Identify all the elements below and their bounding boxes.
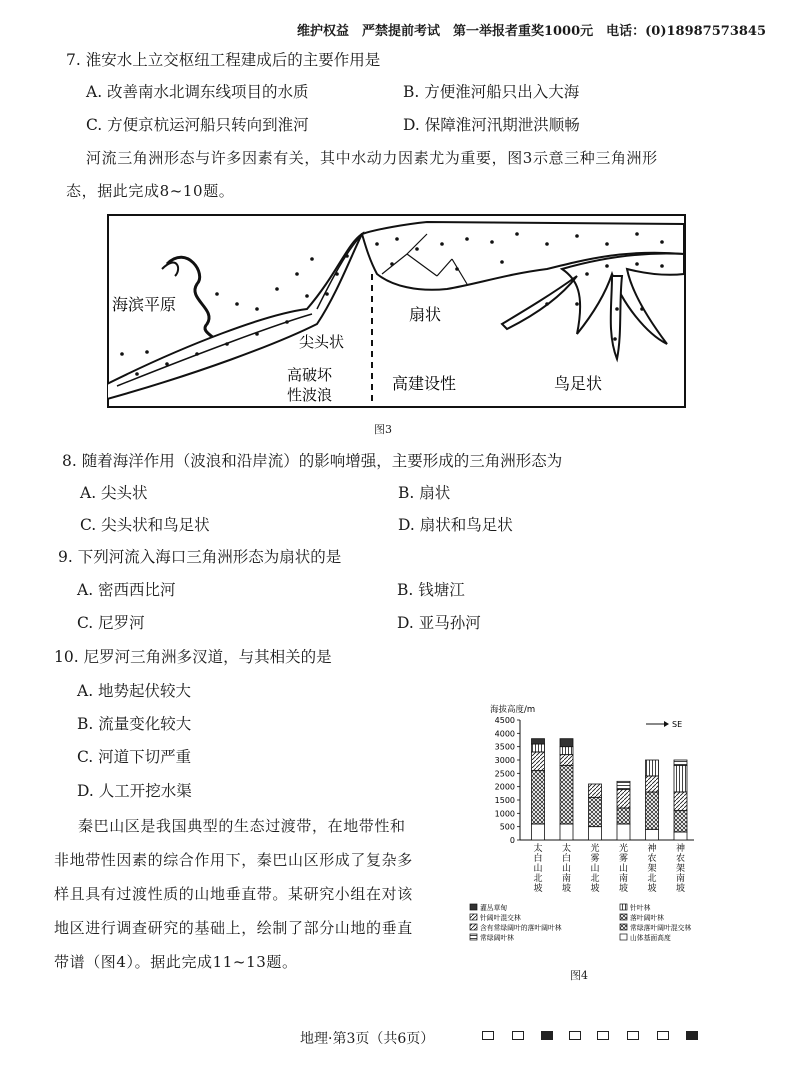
- fig4-bar-segment: [674, 792, 687, 811]
- q10-option-a: A. 地势起伏较大: [77, 682, 192, 700]
- q7-option-a: A. 改善南水北调东线项目的水质: [86, 83, 309, 101]
- fig4-bar-segment: [674, 811, 687, 832]
- fig4-category-label: 北: [533, 874, 543, 884]
- fig4-legend-swatch: [470, 924, 477, 930]
- fig4-category-label: 农: [647, 854, 657, 864]
- fig4-legend: [470, 903, 691, 942]
- q9-option-d: D. 亚马孙河: [397, 614, 481, 632]
- fig4-category-label: 南: [618, 874, 629, 884]
- fig4-bar-segment: [617, 781, 630, 789]
- fig4-category-label: 农: [675, 854, 686, 864]
- fig4-bar-segment: [589, 827, 602, 840]
- fig4-legend-label: 含有常绿阔叶的落叶阔叶林: [480, 924, 562, 932]
- q10-option-d: D. 人工开挖水渠: [77, 782, 192, 800]
- fig4-legend-label: 灌丛草甸: [480, 904, 508, 912]
- fig4-category-label: 南: [675, 874, 686, 884]
- fig4-bar-segment: [560, 739, 573, 747]
- fig4-bars: [532, 739, 688, 840]
- intro2-line2: 非地带性因素的综合作用下，秦巴山区形成了复杂多: [54, 851, 413, 869]
- fig4-legend-swatch: [470, 914, 477, 920]
- fig4-bar-segment: [617, 824, 630, 840]
- fig4-bar-segment: [617, 789, 630, 808]
- fig4-bar-segment: [674, 832, 687, 840]
- fig4-bar-segment: [674, 765, 687, 792]
- footer-marker-square: [627, 1031, 639, 1040]
- fig3-label-wave-2: 性波浪: [287, 386, 333, 404]
- fig3-label-constructive: 高建设性: [392, 374, 457, 393]
- fig4-legend-swatch: [470, 904, 477, 910]
- page-header: 维护权益 严禁提前考试 第一举报者重奖1000元 电话：(0)18987573845: [296, 24, 766, 39]
- q10-option-b: B. 流量变化较大: [77, 715, 192, 733]
- fig4-bar-segment: [646, 760, 659, 776]
- fig4-category-label: 坡: [675, 884, 686, 894]
- fig4-category-label: 北: [647, 874, 657, 884]
- fig4-category-label: 光: [590, 844, 600, 854]
- footer-marker-square: [657, 1031, 669, 1040]
- fig4-direction-label: SE: [672, 720, 683, 729]
- fig4-category-label: 光: [618, 844, 629, 854]
- fig4-ylabel: 海拔高度/m: [490, 705, 536, 715]
- page-footer: 地理·第3页（共6页）: [300, 1031, 435, 1047]
- fig4-legend-label: 落叶阔叶林: [630, 914, 664, 922]
- fig4-ytick-label: 1500: [494, 796, 515, 805]
- q8-stem: 8. 随着海洋作用（波浪和沿岸流）的影响增强，主要形成的三角洲形态为: [62, 452, 563, 470]
- fig4-ytick-label: 3000: [494, 756, 515, 765]
- fig4-x-labels: [533, 842, 685, 894]
- figure-4-vertical-zone-chart: [468, 700, 708, 955]
- fig4-category-label: 白: [533, 854, 543, 864]
- q8-option-b: B. 扇状: [398, 484, 451, 502]
- fig4-category-label: 太: [561, 844, 572, 854]
- fig4-legend-swatch: [470, 934, 477, 940]
- fig4-legend-label: 常绿阔叶林: [480, 934, 514, 942]
- fig4-ytick-label: 4000: [494, 729, 515, 739]
- fig4-legend-swatch: [620, 924, 627, 930]
- fig4-category-label: 坡: [533, 884, 543, 894]
- q9-option-a: A. 密西西比河: [77, 581, 176, 599]
- intro2-line3: 样且具有过渡性质的山地垂直带。某研究小组在对该: [54, 885, 413, 903]
- fig4-legend-swatch: [620, 934, 627, 940]
- fig4-category-label: 山: [618, 864, 629, 874]
- fig4-category-label: 架: [675, 864, 686, 874]
- fig4-ytick-label: 1000: [494, 809, 515, 819]
- fig4-bar-segment: [646, 776, 659, 792]
- fig4-bar-segment: [589, 784, 602, 797]
- fig4-bar-segment: [646, 792, 659, 829]
- q7-option-b: B. 方便淮河船只出入大海: [403, 83, 580, 101]
- fig4-legend-swatch: [620, 904, 627, 910]
- fig4-ytick-label: 2000: [494, 782, 515, 792]
- intro2-line5: 带谱（图4）。据此完成11~13题。: [54, 953, 298, 971]
- fig4-category-label: 山: [533, 864, 543, 874]
- fig4-caption: 图4: [570, 969, 588, 982]
- q7-option-d: D. 保障淮河汛期泄洪顺畅: [403, 116, 580, 134]
- fig4-category-label: 北: [590, 874, 600, 884]
- figure-3-delta-diagram: [107, 214, 687, 409]
- q7-stem: 7. 淮安水上立交枢纽工程建成后的主要作用是: [66, 51, 381, 69]
- intro2-line4: 地区进行调查研究的基础上，绘制了部分山地的垂直: [54, 919, 413, 937]
- fig4-category-label: 坡: [590, 884, 600, 894]
- fig4-bar-segment: [532, 771, 545, 824]
- fig4-bar-segment: [674, 760, 687, 765]
- fig4-bar-segment: [532, 739, 545, 744]
- fig4-category-label: 架: [647, 864, 657, 874]
- q10-option-c: C. 河道下切严重: [77, 748, 192, 766]
- fig4-ytick-label: 500: [499, 822, 515, 832]
- fig3-label-coastal-plain: 海滨平原: [112, 295, 177, 314]
- fig4-category-label: 白: [561, 854, 572, 864]
- fig4-bar-segment: [532, 824, 545, 840]
- fig4-bar-segment: [646, 829, 659, 840]
- fig4-category-label: 坡: [618, 884, 629, 894]
- footer-marker-square: [512, 1031, 524, 1040]
- fig4-legend-label: 常绿落叶阔叶混交林: [630, 924, 692, 932]
- footer-marker-square: [482, 1031, 494, 1040]
- q8-option-d: D. 扇状和鸟足状: [398, 516, 513, 534]
- fig4-category-label: 雾: [618, 854, 629, 864]
- fig3-label-bird-foot: 鸟足状: [554, 374, 603, 393]
- intro2-line1: 秦巴山区是我国典型的生态过渡带，在地带性和: [78, 817, 406, 835]
- q9-option-c: C. 尼罗河: [77, 614, 145, 632]
- fig4-bar-segment: [617, 808, 630, 824]
- fig4-bar-segment: [560, 755, 573, 766]
- fig4-ytick-label: 3500: [494, 742, 515, 752]
- fig4-legend-label: 针阔叶混交林: [480, 914, 521, 922]
- fig4-legend-label: 针叶林: [630, 904, 651, 912]
- footer-marker-square: [541, 1031, 553, 1040]
- fig4-bar-segment: [532, 752, 545, 771]
- fig4-category-label: 南: [561, 874, 572, 884]
- fig4-ytick-label: 2500: [494, 769, 515, 779]
- fig4-category-label: 神: [647, 844, 657, 854]
- fig4-category-label: 坡: [561, 884, 572, 894]
- q8-option-a: A. 尖头状: [80, 484, 148, 502]
- fig3-label-wave-1: 高破坏: [287, 366, 333, 384]
- fig3-label-cuspate: 尖头状: [299, 333, 345, 351]
- fig4-bar-segment: [560, 747, 573, 755]
- footer-marker-square: [686, 1031, 698, 1040]
- intro1-line1: 河流三角洲形态与许多因素有关，其中水动力因素尤为重要，图3示意三种三角洲形: [86, 149, 658, 167]
- fig4-ytick-label: 0: [509, 836, 515, 845]
- footer-marker-square: [597, 1031, 609, 1040]
- fig4-category-label: 山: [561, 864, 572, 874]
- intro1-line2: 态，据此完成8~10题。: [66, 182, 235, 200]
- q9-option-b: B. 钱塘江: [397, 581, 465, 599]
- fig4-bar-segment: [560, 824, 573, 840]
- q10-stem: 10. 尼罗河三角洲多汊道，与其相关的是: [54, 648, 332, 666]
- fig4-category-label: 太: [533, 844, 543, 854]
- fig4-category-label: 神: [675, 844, 686, 854]
- q8-option-c: C. 尖头状和鸟足状: [80, 516, 210, 534]
- fig4-legend-label: 山体基面高度: [630, 934, 671, 942]
- footer-marker-square: [569, 1031, 581, 1040]
- fig3-label-fan: 扇状: [409, 305, 442, 324]
- fig4-category-label: 山: [590, 864, 600, 874]
- fig4-bar-segment: [560, 765, 573, 824]
- q9-stem: 9. 下列河流入海口三角洲形态为扇状的是: [58, 548, 342, 566]
- fig3-caption: 图3: [374, 423, 392, 436]
- fig4-bar-segment: [532, 744, 545, 752]
- fig4-category-label: 雾: [590, 854, 600, 864]
- q7-option-c: C. 方便京杭运河船只转向到淮河: [86, 116, 309, 134]
- fig4-bar-segment: [589, 797, 602, 826]
- fig4-legend-swatch: [620, 914, 627, 920]
- fig4-ytick-label: 4500: [494, 716, 515, 725]
- fig4-category-label: 坡: [647, 884, 657, 894]
